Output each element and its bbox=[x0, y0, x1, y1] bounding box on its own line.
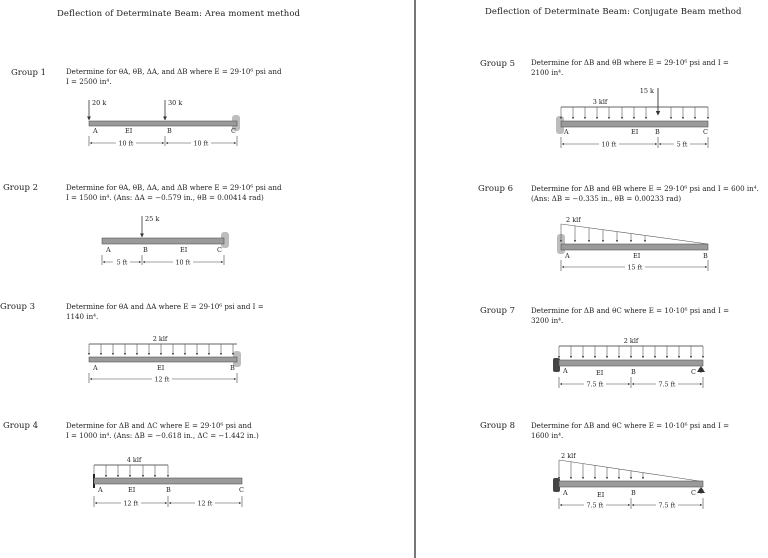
beam bbox=[89, 121, 237, 126]
ei-label: EI bbox=[633, 252, 641, 260]
point-label-c: C bbox=[231, 127, 236, 135]
ei-label: EI bbox=[631, 128, 639, 136]
group-3-line-2: 1140 in⁴. bbox=[66, 312, 99, 321]
beam bbox=[102, 238, 224, 244]
point-label-a: A bbox=[106, 246, 111, 254]
group-5-problem bbox=[531, 58, 729, 78]
beam bbox=[561, 244, 708, 250]
group-2-line-1: Determine for θA, θB, ΔA, and ΔB where E = 29·10⁶ psi and bbox=[66, 183, 282, 192]
load-label: 20 k bbox=[92, 99, 107, 107]
group-8-problem bbox=[531, 421, 729, 441]
group-6-line-1: Determine for ΔB and θB where E = 29·10⁶ psi and I = 600 in⁴. bbox=[531, 184, 759, 193]
point-label-b: B bbox=[631, 489, 636, 497]
distributed-load-arrows bbox=[559, 460, 643, 479]
point-label-a: A bbox=[563, 367, 568, 375]
beam bbox=[89, 357, 237, 362]
load-label: 2 klf bbox=[566, 216, 581, 224]
group-5-line-1: Determine for ΔB and θB where E = 29·10⁶ psi and I = bbox=[531, 58, 729, 67]
group-3-beam-diagram bbox=[82, 333, 247, 388]
ei-label: EI bbox=[157, 364, 165, 372]
group-3-problem bbox=[66, 302, 264, 322]
load-label: 15 k bbox=[639, 87, 654, 95]
load-label: 2 klf bbox=[152, 335, 168, 343]
group-7-label: Group 7 bbox=[480, 306, 515, 316]
dimension-label: 10 ft bbox=[118, 140, 134, 148]
ei-label: EI bbox=[128, 486, 136, 494]
load-label: 3 klf bbox=[592, 98, 608, 106]
point-label-a: A bbox=[563, 489, 568, 497]
distributed-load-arrows bbox=[559, 346, 703, 358]
beam bbox=[561, 121, 708, 127]
point-label-b: B bbox=[655, 128, 660, 136]
roller-wheel bbox=[699, 368, 704, 373]
group-1-beam-diagram bbox=[80, 96, 250, 151]
load-label: 2 klf bbox=[561, 452, 576, 460]
group-2-problem bbox=[66, 183, 282, 203]
group-7-line-2: 3200 in⁴. bbox=[531, 316, 564, 325]
load-label: 30 k bbox=[168, 99, 183, 107]
group-2-line-2: I = 1500 in⁴. (Ans: ΔA = −0.579 in., θB = 0.00414 rad) bbox=[66, 193, 264, 202]
dimension-label: 5 ft bbox=[116, 259, 128, 267]
triangular-load-edge bbox=[561, 224, 708, 244]
group-1-problem bbox=[66, 67, 282, 87]
dimension-label: 7.5 ft bbox=[658, 381, 676, 389]
ei-label: EI bbox=[596, 369, 604, 377]
group-8-line-2: 1600 in⁴. bbox=[531, 431, 564, 440]
dimension-label: 10 ft bbox=[193, 140, 209, 148]
load-label: 2 klf bbox=[623, 337, 639, 345]
point-label-b: B bbox=[230, 364, 235, 372]
group-5-label: Group 5 bbox=[480, 59, 515, 69]
ei-label: EI bbox=[597, 491, 605, 499]
group-2-beam-diagram bbox=[95, 212, 240, 270]
group-7-problem bbox=[531, 306, 729, 326]
group-2-label: Group 2 bbox=[3, 183, 38, 193]
group-1-line-1: Determine for θA, θB, ΔA, and ΔB where E = 29·10⁶ psi and bbox=[66, 67, 282, 76]
load-label: 4 klf bbox=[126, 456, 142, 464]
dimension-label: 10 ft bbox=[601, 141, 617, 149]
group-8-beam-diagram bbox=[551, 448, 716, 516]
distributed-load-arrows bbox=[89, 344, 233, 355]
group-8-line-1: Determine for ΔB and θC where E = 10·10⁶ psi and I = bbox=[531, 421, 730, 430]
point-label-c: C bbox=[691, 368, 696, 376]
point-label-b: B bbox=[166, 486, 171, 494]
beam bbox=[559, 481, 703, 487]
group-4-beam-diagram bbox=[88, 452, 253, 512]
group-8-label: Group 8 bbox=[480, 421, 515, 431]
dimension-label: 5 ft bbox=[676, 141, 688, 149]
group-3-label: Group 3 bbox=[0, 302, 35, 312]
group-1-line-2: I = 2500 in⁴. bbox=[66, 77, 112, 86]
distributed-load-arrows bbox=[94, 465, 168, 477]
ei-label: EI bbox=[180, 246, 188, 254]
point-label-b: B bbox=[631, 368, 636, 376]
point-label-a: A bbox=[565, 252, 570, 260]
point-label-c: C bbox=[217, 246, 222, 254]
point-label-b: B bbox=[143, 246, 148, 254]
beam bbox=[94, 478, 242, 484]
distributed-load-arrows bbox=[561, 107, 708, 119]
dimension-label: 10 ft bbox=[175, 259, 191, 267]
point-label-c: C bbox=[691, 489, 696, 497]
right-column-title: Deflection of Determinate Beam: Conjugate Beam method bbox=[485, 7, 742, 17]
dimension-label: 12 ft bbox=[154, 376, 170, 384]
group-5-beam-diagram bbox=[551, 83, 716, 153]
point-label-a: A bbox=[564, 128, 569, 136]
group-3-line-1: Determine for θA and ΔA where E = 29·10⁶ psi and I = bbox=[66, 302, 264, 311]
group-7-beam-diagram bbox=[551, 334, 716, 396]
beam bbox=[559, 360, 703, 366]
group-6-problem bbox=[531, 184, 759, 204]
point-label-c: C bbox=[239, 486, 244, 494]
triangular-load-edge bbox=[559, 460, 699, 481]
point-label-a: A bbox=[98, 486, 103, 494]
group-4-problem bbox=[66, 421, 259, 441]
group-4-line-2: I = 1000 in⁴. (Ans: ΔB = −0.618 in., ΔC = −1.442 in.) bbox=[66, 431, 259, 440]
dimension-label: 7.5 ft bbox=[658, 502, 676, 510]
point-label-b: B bbox=[703, 252, 708, 260]
left-column-title: Deflection of Determinate Beam: Area moment method bbox=[57, 9, 301, 19]
group-4-line-1: Determine for ΔB and ΔC where E = 29·10⁶ psi and bbox=[66, 421, 252, 430]
point-label-a: A bbox=[93, 127, 98, 135]
ei-label: EI bbox=[125, 127, 133, 135]
group-1-label: Group 1 bbox=[11, 68, 46, 78]
dimension-label: 7.5 ft bbox=[586, 502, 604, 510]
group-4-label: Group 4 bbox=[3, 421, 38, 431]
load-label: 25 k bbox=[145, 215, 160, 223]
roller-wheel bbox=[699, 489, 704, 494]
dimension-label: 15 ft bbox=[627, 264, 643, 272]
group-7-line-1: Determine for ΔB and θC where E = 10·10⁶ psi and I = bbox=[531, 306, 730, 315]
group-6-beam-diagram bbox=[553, 212, 713, 274]
column-divider bbox=[414, 0, 416, 558]
dimension-label: 7.5 ft bbox=[586, 381, 604, 389]
point-label-c: C bbox=[703, 128, 708, 136]
point-label-b: B bbox=[167, 127, 172, 135]
group-6-line-2: (Ans: ΔB = −0.335 in., θB = 0.00233 rad) bbox=[531, 194, 682, 203]
dimension-label: 12 ft bbox=[197, 500, 213, 508]
distributed-load-arrows bbox=[561, 224, 645, 242]
point-label-a: A bbox=[93, 364, 98, 372]
right-column bbox=[418, 0, 768, 558]
group-6-label: Group 6 bbox=[478, 184, 513, 194]
dimension-label: 12 ft bbox=[123, 500, 139, 508]
group-5-line-2: 2100 in⁴. bbox=[531, 68, 564, 77]
